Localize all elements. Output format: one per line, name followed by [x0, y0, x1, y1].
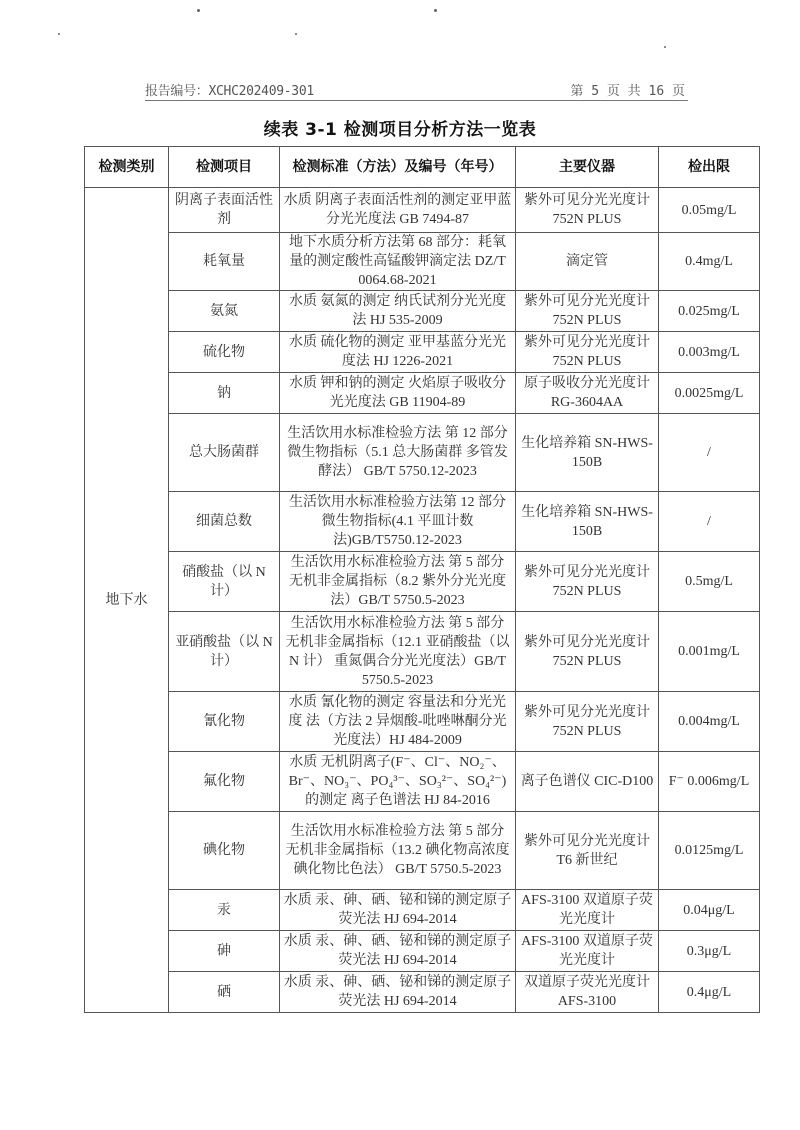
instrument-cell: 双道原子荧光光度计 AFS-3100	[516, 972, 659, 1013]
limit-cell: 0.003mg/L	[659, 332, 760, 373]
method-cell: 生活饮用水标准检验方法 第 5 部分 无机非金属指标（12.1 亚硝酸盐（以 N 计） 重氮偶合分光光度法）GB/T 5750.5-2023	[280, 612, 516, 692]
instrument-cell: 紫外可见分光光度计 752N PLUS	[516, 332, 659, 373]
instrument-cell: 生化培养箱 SN-HWS-150B	[516, 414, 659, 492]
column-header-category: 检测类别	[85, 147, 169, 188]
limit-cell: 0.4μg/L	[659, 972, 760, 1013]
item-cell: 氰化物	[169, 692, 280, 752]
scan-speck	[197, 9, 200, 12]
instrument-cell: 滴定管	[516, 233, 659, 291]
limit-cell: /	[659, 492, 760, 552]
report-number: 报告编号：XCHC202409-301	[145, 84, 314, 99]
table-row	[85, 931, 760, 972]
item-cell: 钠	[169, 373, 280, 414]
scan-speck	[664, 46, 666, 48]
limit-cell: 0.3μg/L	[659, 931, 760, 972]
item-cell: 氨氮	[169, 291, 280, 332]
item-cell: 氟化物	[169, 752, 280, 812]
method-cell: 水质 钾和钠的测定 火焰原子吸收分光光度法 GB 11904-89	[280, 373, 516, 414]
column-header-item: 检测项目	[169, 147, 280, 188]
method-cell: 水质 汞、砷、硒、铋和锑的测定原子荧光法 HJ 694-2014	[280, 972, 516, 1013]
table-row	[85, 812, 760, 890]
limit-cell: F⁻ 0.006mg/L	[659, 752, 760, 812]
instrument-cell: AFS-3100 双道原子荧光光度计	[516, 890, 659, 931]
limit-cell: 0.5mg/L	[659, 552, 760, 612]
table-row	[85, 752, 760, 812]
method-cell: 水质 无机阴离子(F⁻、Cl⁻、NO₂⁻、Br⁻、NO₃⁻、PO₄³⁻、SO₃²⁻、SO₄²⁻)的测定 离子色谱法 HJ 84-2016	[280, 752, 516, 812]
scan-speck	[295, 33, 297, 35]
table-row	[85, 188, 760, 233]
header-divider	[145, 100, 688, 101]
limit-cell: 0.0125mg/L	[659, 812, 760, 890]
method-cell: 水质 阴离子表面活性剂的测定亚甲蓝分光光度法 GB 7494-87	[280, 188, 516, 233]
limit-cell: 0.001mg/L	[659, 612, 760, 692]
table-row	[85, 972, 760, 1013]
limit-cell: 0.025mg/L	[659, 291, 760, 332]
table-row	[85, 612, 760, 692]
method-cell: 生活饮用水标准检验方法 第 5 部分 无机非金属指标（13.2 碘化物高浓度碘化物比色法） GB/T 5750.5-2023	[280, 812, 516, 890]
method-cell: 生活饮用水标准检验方法第 12 部分微生物指标(4.1 平皿计数法)GB/T5750.12-2023	[280, 492, 516, 552]
method-cell: 生活饮用水标准检验方法 第 12 部分 微生物指标（5.1 总大肠菌群 多管发酵法） GB/T 5750.12-2023	[280, 414, 516, 492]
item-cell: 亚硝酸盐（以 N 计）	[169, 612, 280, 692]
column-header-instrument: 主要仪器	[516, 147, 659, 188]
table-title: 续表 3-1 检测项目分析方法一览表	[263, 120, 537, 140]
method-cell: 生活饮用水标准检验方法 第 5 部分 无机非金属指标（8.2 紫外分光光度法）GB/T 5750.5-2023	[280, 552, 516, 612]
method-cell: 水质 汞、砷、硒、铋和锑的测定原子荧光法 HJ 694-2014	[280, 931, 516, 972]
item-cell: 碘化物	[169, 812, 280, 890]
limit-cell: 0.004mg/L	[659, 692, 760, 752]
instrument-cell: 紫外可见分光光度计 752N PLUS	[516, 291, 659, 332]
limit-cell: /	[659, 414, 760, 492]
instrument-cell: 紫外可见分光光度计 752N PLUS	[516, 612, 659, 692]
item-cell: 硒	[169, 972, 280, 1013]
item-cell: 砷	[169, 931, 280, 972]
methods-table	[84, 146, 760, 1013]
table-row	[85, 332, 760, 373]
table-row	[85, 552, 760, 612]
scan-speck	[58, 33, 60, 35]
limit-cell: 0.0025mg/L	[659, 373, 760, 414]
table-row	[85, 373, 760, 414]
instrument-cell: 生化培养箱 SN-HWS-150B	[516, 492, 659, 552]
method-cell: 水质 汞、砷、硒、铋和锑的测定原子荧光法 HJ 694-2014	[280, 890, 516, 931]
table-row	[85, 492, 760, 552]
instrument-cell: 紫外可见分光光度计 752N PLUS	[516, 188, 659, 233]
column-header-method: 检测标准（方法）及编号（年号）	[280, 147, 516, 188]
table-row	[85, 692, 760, 752]
item-cell: 硫化物	[169, 332, 280, 373]
page-header	[145, 80, 685, 100]
page-number: 第 5 页 共 16 页	[570, 84, 685, 99]
method-cell: 地下水质分析方法第 68 部分：耗氧量的测定酸性高锰酸钾滴定法 DZ/T 0064.68-2021	[280, 233, 516, 291]
table-row	[85, 233, 760, 291]
item-cell: 总大肠菌群	[169, 414, 280, 492]
method-cell: 水质 硫化物的测定 亚甲基蓝分光光度法 HJ 1226-2021	[280, 332, 516, 373]
table-header-row	[85, 147, 760, 188]
instrument-cell: 原子吸收分光光度计 RG-3604AA	[516, 373, 659, 414]
item-cell: 耗氧量	[169, 233, 280, 291]
instrument-cell: 紫外可见分光光度计 752N PLUS	[516, 552, 659, 612]
method-cell: 水质 氨氮的测定 纳氏试剂分光光度法 HJ 535-2009	[280, 291, 516, 332]
scan-speck	[434, 9, 437, 12]
instrument-cell: 紫外可见分光光度计 T6 新世纪	[516, 812, 659, 890]
limit-cell: 0.4mg/L	[659, 233, 760, 291]
instrument-cell: 离子色谱仪 CIC-D100	[516, 752, 659, 812]
item-cell: 细菌总数	[169, 492, 280, 552]
method-cell: 水质 氰化物的测定 容量法和分光光度 法（方法 2 异烟酸-吡唑啉酮分光光度法）HJ 484-2009	[280, 692, 516, 752]
item-cell: 硝酸盐（以 N 计）	[169, 552, 280, 612]
limit-cell: 0.05mg/L	[659, 188, 760, 233]
category-cell: 地下水	[85, 188, 169, 1013]
table-row	[85, 890, 760, 931]
table-row	[85, 291, 760, 332]
table-row	[85, 414, 760, 492]
instrument-cell: AFS-3100 双道原子荧光光度计	[516, 931, 659, 972]
column-header-limit: 检出限	[659, 147, 760, 188]
item-cell: 阴离子表面活性剂	[169, 188, 280, 233]
item-cell: 汞	[169, 890, 280, 931]
limit-cell: 0.04μg/L	[659, 890, 760, 931]
instrument-cell: 紫外可见分光光度计 752N PLUS	[516, 692, 659, 752]
